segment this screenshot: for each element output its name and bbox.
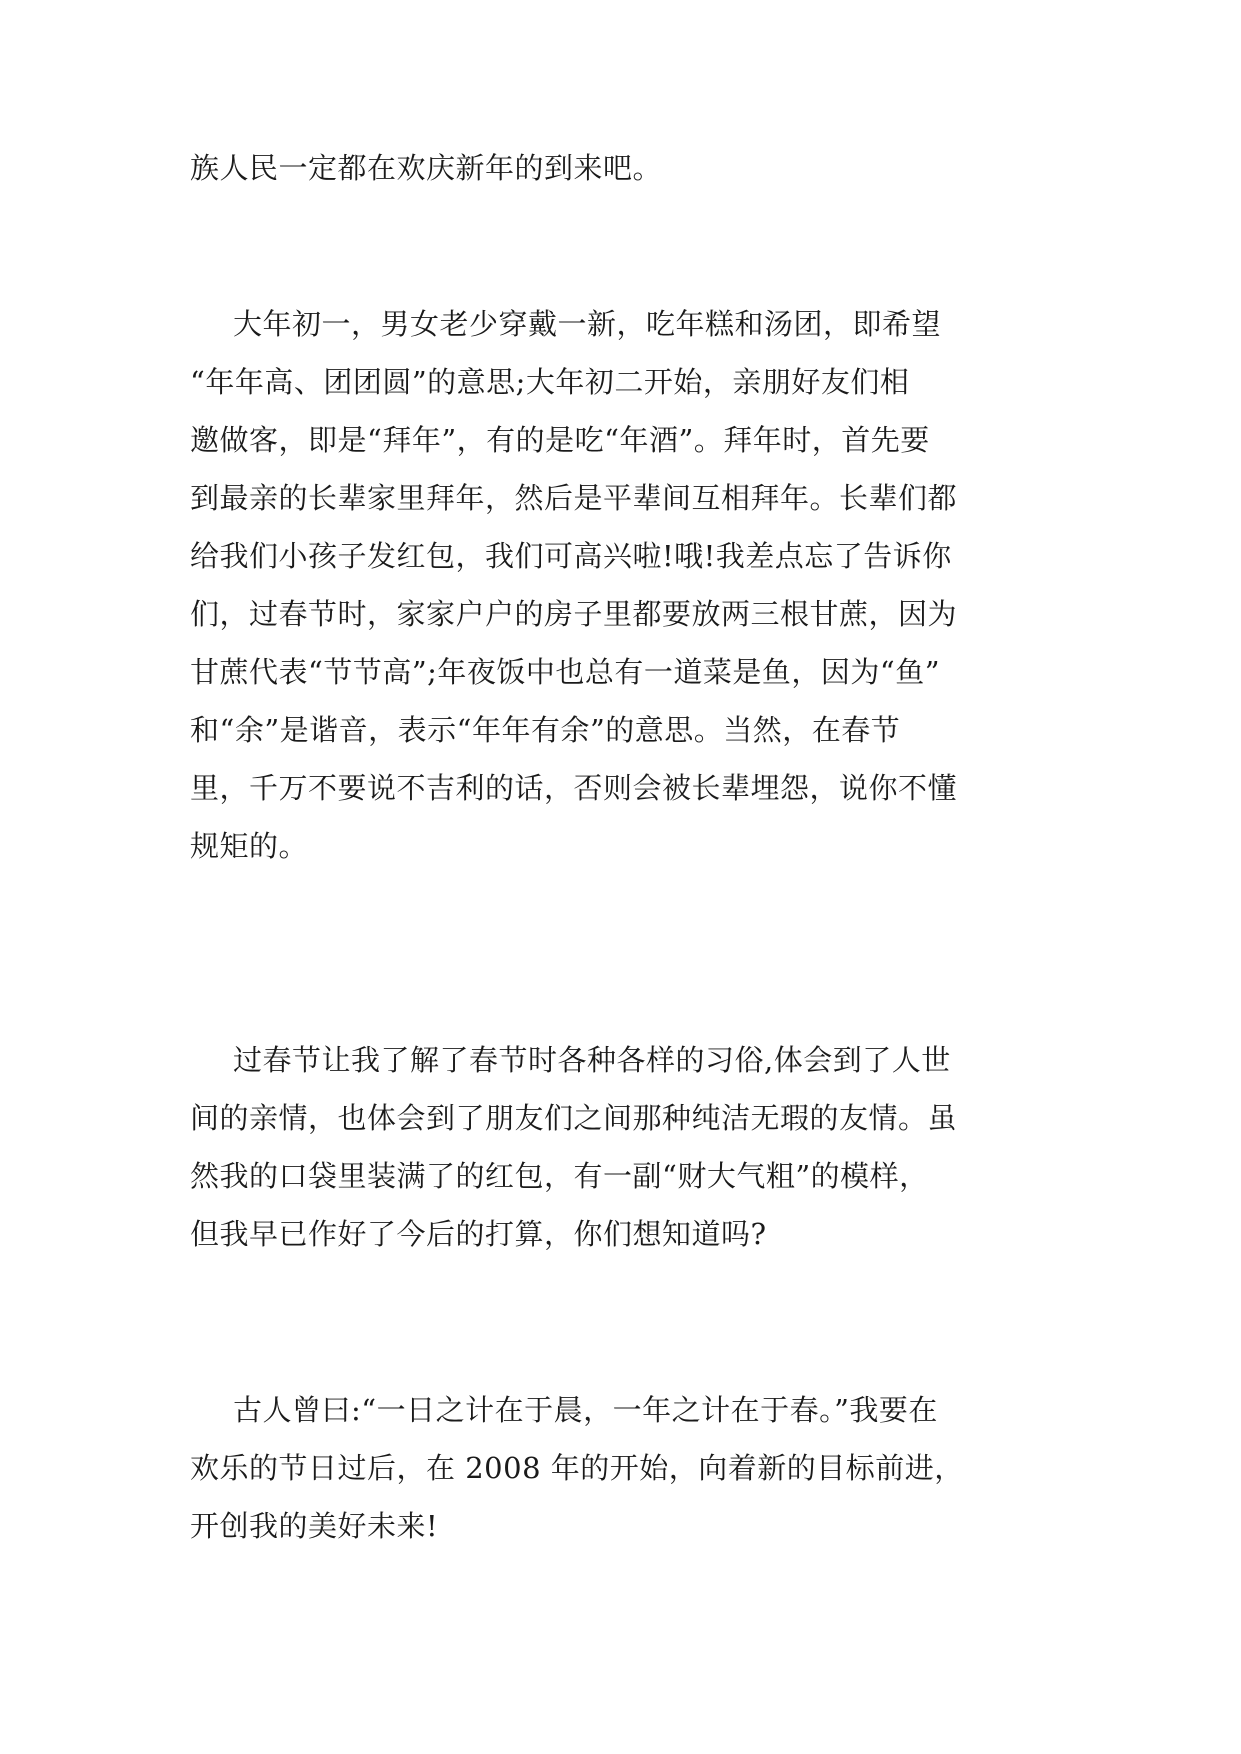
text-line: 里，千万不要说不吉利的话，否则会被长辈埋怨，说你不懂: [190, 771, 958, 805]
text-line: 开创我的美好未来!: [190, 1509, 439, 1543]
text-line: 间的亲情，也体会到了朋友们之间那种纯洁无瑕的友情。虽: [190, 1101, 958, 1135]
text-line: 但我早已作好了今后的打算，你们想知道吗?: [190, 1217, 767, 1251]
text-line: 族人民一定都在欢庆新年的到来吧。: [190, 151, 663, 185]
text-line: 和“余”是谐音，表示“年年有余”的意思。当然，在春节: [190, 713, 901, 747]
text-line: 然我的口袋里装满了的红包，有一副“财大气粗”的模样，: [190, 1159, 929, 1193]
text-line: 邀做客，即是“拜年”，有的是吃“年酒”。拜年时，首先要: [190, 423, 930, 457]
text-line: 古人曾曰:“一日之计在于晨，一年之计在于春。”我要在: [233, 1393, 938, 1427]
text-line: 到最亲的长辈家里拜年，然后是平辈间互相拜年。长辈们都: [190, 481, 958, 515]
text-line: “年年高、团团圆”的意思;大年初二开始，亲朋好友们相: [190, 365, 910, 399]
text-line: 欢乐的节日过后，在 2008 年的开始，向着新的目标前进，: [190, 1451, 964, 1485]
text-line: 过春节让我了解了春节时各种各样的习俗,体会到了人世: [233, 1043, 951, 1077]
text-line: 们，过春节时，家家户户的房子里都要放两三根甘蔗，因为: [190, 597, 958, 631]
text-line: 甘蔗代表“节节高”;年夜饭中也总有一道菜是鱼，因为“鱼”: [190, 655, 941, 689]
text-line: 给我们小孩子发红包，我们可高兴啦!哦!我差点忘了告诉你: [190, 539, 952, 573]
text-line: 大年初一，男女老少穿戴一新，吃年糕和汤团，即希望: [233, 307, 942, 341]
text-line: 规矩的。: [190, 829, 309, 863]
